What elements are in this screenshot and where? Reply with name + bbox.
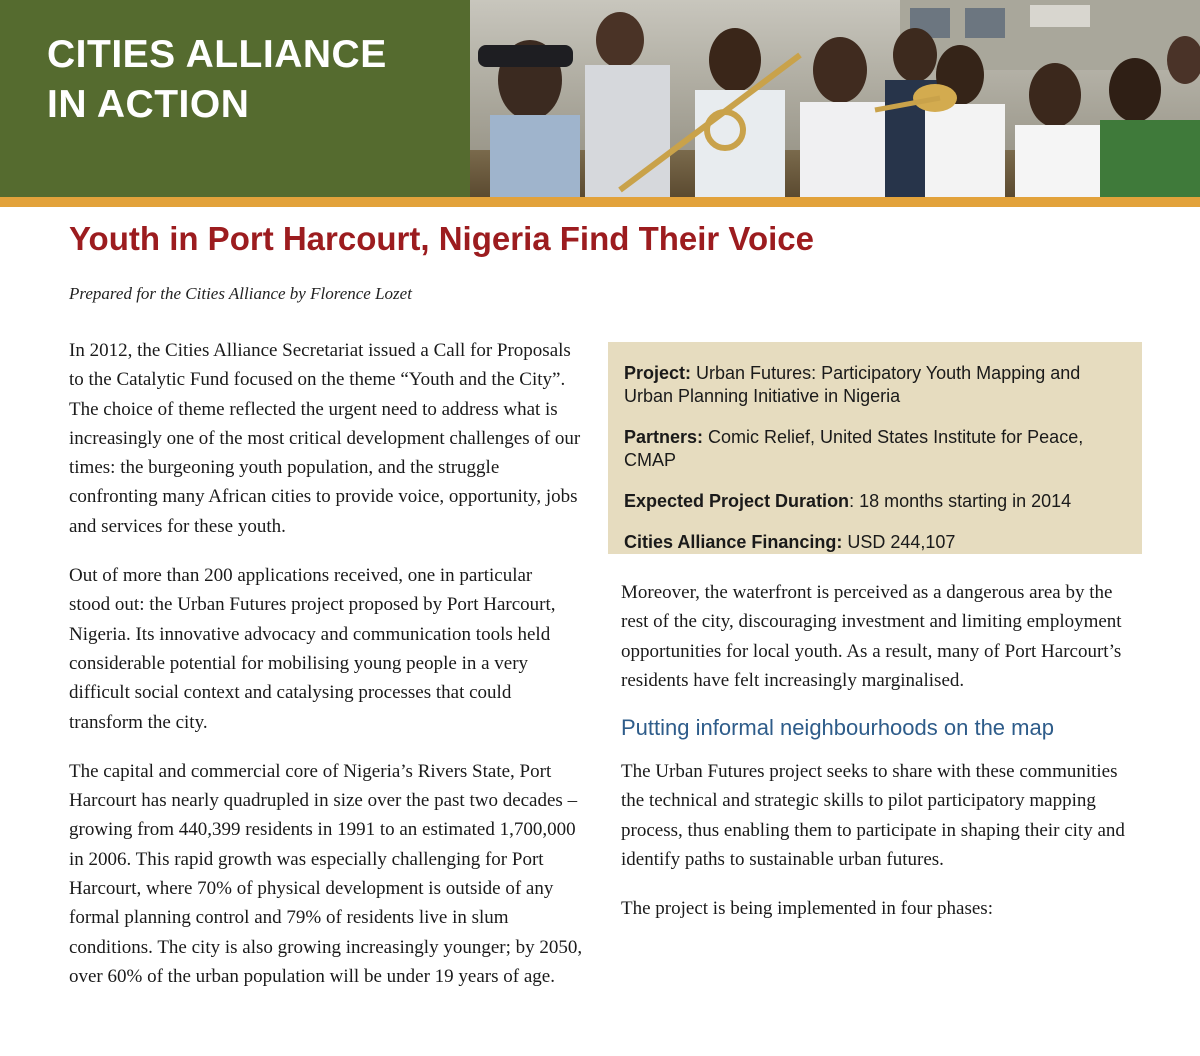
paragraph: The capital and commercial core of Nigeria’s Rivers State, Port Harcourt has nearly quadrupled in size over the past two decades – growing from 440,399 residents in 1991 to an estimated 1,700,000 in 2006. This rapid growth was especially challenging for Port Harcourt, where 70% of physical development is outside of any formal planning control and 79% of residents live in slum conditions. The city is also growing increasingly younger; by 2050, over 60% of the urban population will be under 19 years of age. [69, 760, 583, 987]
header-divider [0, 197, 1200, 207]
header-title-band [0, 0, 470, 197]
article-byline: Prepared for the Cities Alliance by Florence Lozet [69, 284, 412, 303]
header-photo [470, 0, 1200, 197]
financing-row [624, 531, 1126, 554]
project-value: Urban Futures: Participatory Youth Mapping and Urban Planning Initiative in Nigeria [624, 363, 1081, 406]
duration-label: Expected Project Duration [624, 491, 850, 511]
partners-value: Comic Relief, United States Institute for Peace, CMAP [624, 427, 1084, 470]
left-column [69, 336, 589, 1011]
financing-label: Cities Alliance Financing: [624, 532, 843, 552]
project-info-box [608, 342, 1142, 554]
paragraph: Moreover, the waterfront is perceived as a dangerous area by the rest of the city, discouraging investment and limiting employment opportunities for local youth. As a result, many of Port Harcourt’s residents have felt increasingly marginalised. [621, 582, 1122, 691]
header-title [47, 30, 387, 130]
header-title-line1: CITIES ALLIANCE [47, 33, 387, 76]
right-column-text [608, 578, 1142, 924]
page-header [0, 0, 1200, 200]
project-row [624, 362, 1126, 408]
paragraph: In 2012, the Cities Alliance Secretariat issued a Call for Proposals to the Catalytic Fund focused on the theme “Youth and the City”. The choice of theme reflected the urgent need to address what is increasingly one of the most critical development challenges of our times: the burgeoning youth population, and the struggle confronting many African cities to provide voice, opportunity, jobs and services for these youth. [69, 340, 581, 537]
partners-label: Partners: [624, 427, 704, 447]
section-heading: Putting informal neighbourhoods on the map [621, 715, 1054, 741]
paragraph: The project is being implemented in four phases: [621, 898, 993, 920]
financing-value: USD 244,107 [842, 532, 956, 552]
article-title: Youth in Port Harcourt, Nigeria Find Their Voice [69, 220, 815, 257]
duration-value: : 18 months starting in 2014 [849, 491, 1072, 511]
duration-row [624, 490, 1126, 513]
paragraph: Out of more than 200 applications received, one in particular stood out: the Urban Futures project proposed by Port Harcourt, Nigeria. Its innovative advocacy and communication tools held considerable potential for mobilising young people in a very difficult social context and catalysing processes that could transform the city. [69, 565, 556, 733]
paragraph: The Urban Futures project seeks to share with these communities the technical and strategic skills to pilot participatory mapping process, thus enabling them to participate in shaping their city and identify paths to sustainable urban futures. [621, 761, 1125, 871]
project-label: Project: [624, 363, 692, 383]
header-title-line2: IN ACTION [47, 83, 250, 126]
youth-band-photo [470, 0, 1200, 197]
right-column [608, 342, 1142, 944]
partners-row [624, 426, 1126, 472]
